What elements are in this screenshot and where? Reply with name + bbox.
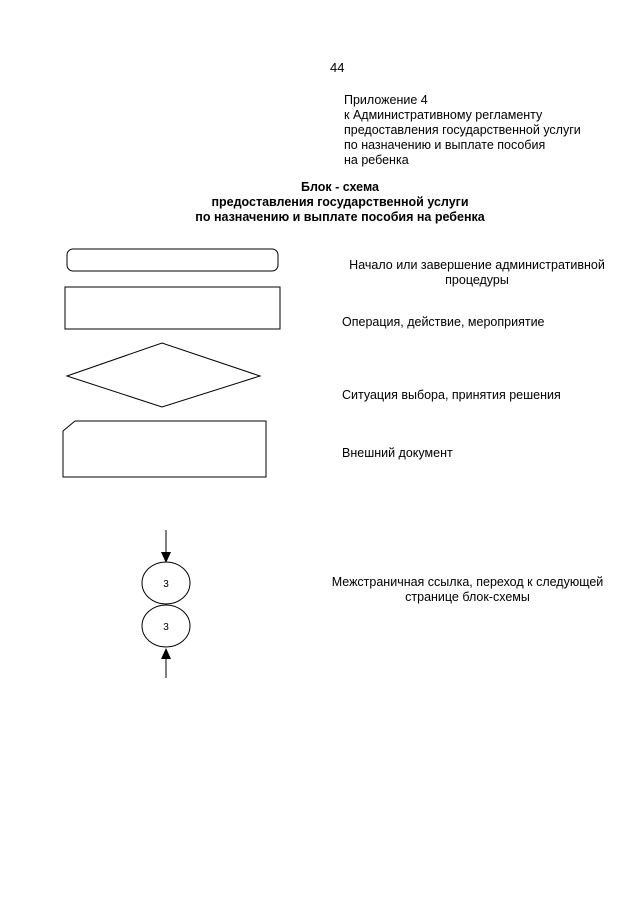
terminator-shape	[67, 249, 278, 271]
connector-label-bottom: 3	[163, 622, 169, 633]
arrow-down-icon	[161, 552, 171, 563]
connector-label-top: 3	[163, 579, 169, 590]
title-line: предоставления государственной услуги	[211, 195, 469, 209]
appendix-line: предоставления государственной услуги	[344, 123, 581, 137]
legend-process-text: Операция, действие, мероприятие	[342, 315, 545, 329]
title-line: по назначению и выплате пособия на ребенка	[195, 210, 485, 224]
decision-shape	[67, 343, 260, 407]
legend-decision-text: Ситуация выбора, принятия решения	[342, 388, 561, 402]
appendix-line: Приложение 4	[344, 93, 428, 107]
document-shape	[63, 421, 266, 477]
legend-connector-text: Межстраничная ссылка, переход к следующей странице блок-схемы	[331, 575, 604, 604]
process-shape	[65, 287, 280, 329]
appendix-line: к Административному регламенту	[344, 108, 543, 122]
title-line: Блок - схема	[300, 180, 379, 194]
legend-terminator-text: Начало или завершение административной процедуры	[349, 258, 605, 287]
page-number: 44	[330, 60, 345, 75]
appendix-line: на ребенка	[344, 153, 409, 167]
legend-document-text: Внешний документ	[342, 446, 453, 460]
appendix-line: по назначению и выплате пособия	[344, 138, 546, 152]
